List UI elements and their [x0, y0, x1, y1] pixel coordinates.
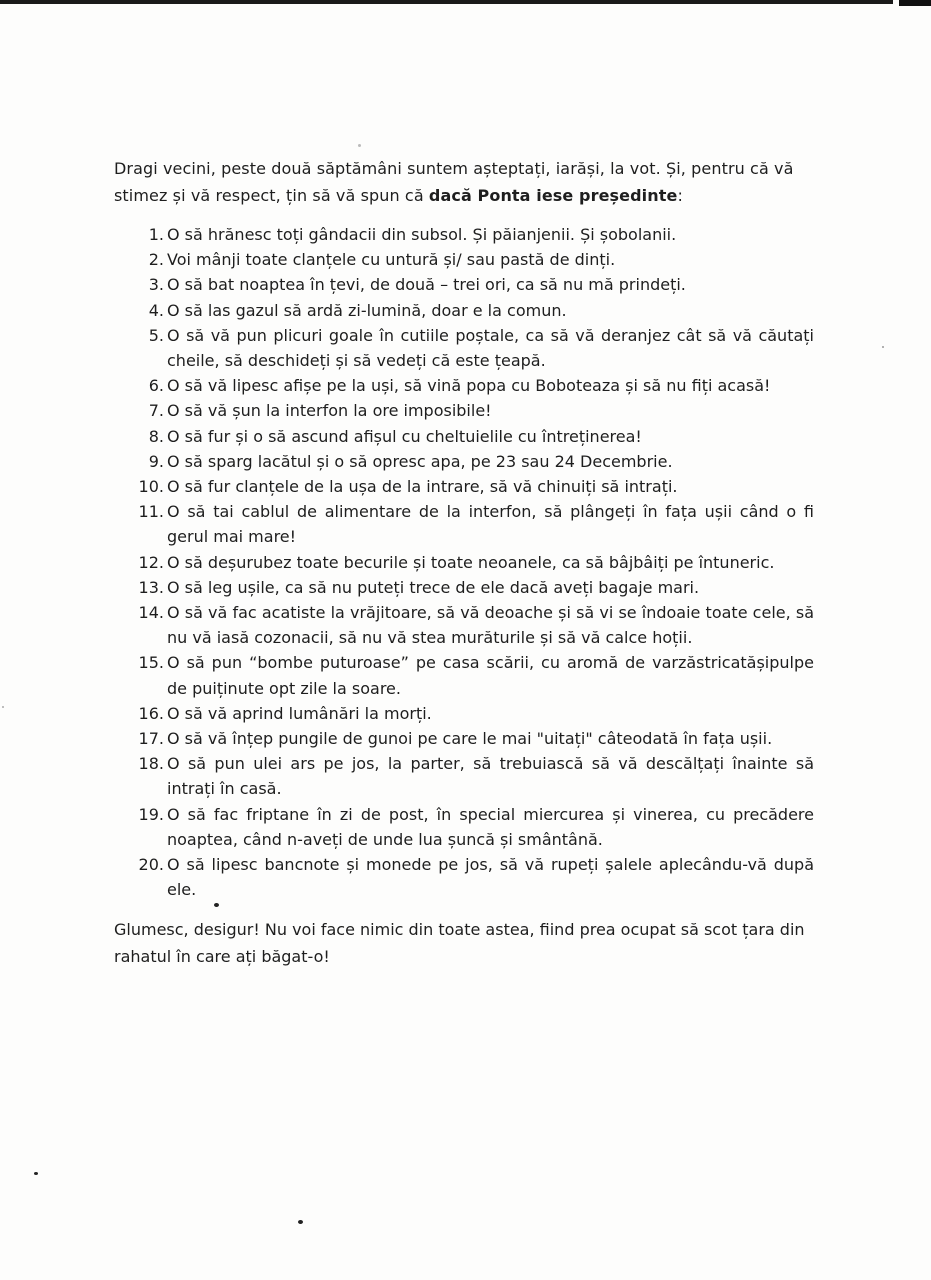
- list-item-text: O să pun ulei ars pe jos, la parter, să trebuiască să vă descălțați înainte să intrați în casă.: [167, 754, 814, 799]
- list-item: [114, 323, 814, 373]
- intro-bold-text: dacă Ponta iese președinte: [428, 186, 678, 205]
- list-item-number: 19.: [138, 804, 164, 824]
- list-item: [114, 575, 814, 600]
- list-item: [114, 449, 814, 474]
- list-item-text: O să vă aprind lumânări la morți.: [167, 703, 432, 723]
- list-item: [114, 650, 814, 700]
- list-item-number: 10.: [138, 477, 164, 497]
- list-item-number: 1.: [148, 225, 164, 244]
- scan-speck: [298, 1220, 303, 1224]
- list-item-text: O să tai cablul de alimentare de la interfon, să plângeți în fața ușii când o fi gerul mai mare!: [167, 502, 814, 547]
- list-item-text: O să vă înțep pungile de gunoi pe care le mai "uitați" câteodată în fața ușii.: [167, 729, 773, 749]
- list-item: [114, 298, 814, 323]
- intro-paragraph: [114, 155, 814, 209]
- intro-colon: :: [677, 186, 683, 205]
- list-item-number: 11.: [138, 502, 164, 522]
- list-item: [114, 373, 814, 398]
- list-item-text: Voi mânji toate clanțele cu untură și/ sau pastă de dinți.: [167, 250, 616, 270]
- scan-corner-mark: [899, 0, 931, 6]
- list-item-number: 12.: [138, 552, 164, 572]
- list-item: [114, 499, 814, 549]
- list-item-number: 9.: [148, 451, 164, 471]
- list-item: [114, 424, 814, 449]
- list-item: [114, 550, 814, 575]
- list-item-number: 3.: [148, 275, 164, 295]
- list-item-text: O să bat noaptea în țevi, de două – trei ori, ca să nu mă prindeți.: [167, 275, 686, 295]
- list-item-number: 20.: [138, 855, 164, 875]
- list-item: [114, 272, 814, 297]
- list-item-text: O să vă pun plicuri goale în cutiile poștale, ca să vă deranjez cât să vă căutați cheile, să deschideți și să vedeți că este țeapă.: [167, 325, 814, 371]
- list-item-number: 16.: [138, 703, 164, 723]
- list-item-number: 5.: [148, 325, 164, 345]
- list-item: [114, 751, 814, 801]
- list-item-text: O să las gazul să ardă zi-lumină, doar e la comun.: [167, 300, 567, 320]
- scan-speck: [358, 144, 361, 147]
- list-item-text: O să vă șun la interfon la ore imposibile!: [167, 401, 492, 421]
- list-item-number: 8.: [148, 426, 164, 446]
- list-item-number: 6.: [148, 376, 164, 396]
- scan-speck: [882, 346, 884, 348]
- scan-speck: [214, 903, 219, 907]
- list-item: [114, 222, 814, 247]
- list-item-number: 7.: [148, 401, 164, 421]
- list-item: [114, 726, 814, 751]
- list-item-text: O să fac friptane în zi de post, în special miercurea și vinerea, cu precădere noaptea, când n-aveți de unde lua șuncă și smântână.: [167, 804, 814, 849]
- scan-top-border: [0, 0, 893, 4]
- list-item-text: O să fur și o să ascund afișul cu cheltuielile cu întreținerea!: [167, 426, 642, 446]
- list-item-number: 15.: [138, 653, 164, 673]
- list-item-text: O să lipesc bancnote și monede pe jos, să vă rupeți șalele aplecându-vă după ele.: [167, 855, 814, 900]
- list-item: [114, 247, 814, 272]
- list-item-text: O să vă fac acatiste la vrăjitoare, să vă deoache și să vi se îndoaie toate cele, să nu vă iasă cozonacii, să nu vă stea murăturile și să vă calce hoții.: [167, 603, 814, 648]
- list-item-text: O să pun “bombe puturoase” pe casa scării, cu aromă de varzăstricatășipulpe de puiținute opt zile la soare.: [167, 653, 814, 698]
- list-item-text: O să deșurubez toate becurile și toate neoanele, ca să bâjbâiți pe întuneric.: [167, 552, 775, 572]
- list-item: [114, 701, 814, 726]
- closing-paragraph: Glumesc, desigur! Nu voi face nimic din toate astea, fiind prea ocupat să scot țara din rahatul în care ați băgat-o!: [114, 920, 805, 966]
- list-item: [114, 474, 814, 499]
- list-item-text: O să fur clanțele de la ușa de la intrare, să vă chinuiți să intrați.: [167, 477, 678, 497]
- intro-text: Dragi vecini, peste două săptămâni suntem așteptați, iarăși, la vot. Și, pentru că vă stimez și vă respect, țin să vă spun că: [114, 159, 794, 205]
- list-item-number: 14.: [138, 603, 164, 623]
- list-item: [114, 802, 814, 852]
- list-item: [114, 600, 814, 650]
- list-item-number: 2.: [148, 250, 164, 270]
- numbered-list: [114, 222, 814, 902]
- scan-speck: [2, 706, 4, 708]
- list-item-number: 13.: [138, 577, 164, 597]
- list-item-text: O să leg ușile, ca să nu puteți trece de ele dacă aveți bagaje mari.: [167, 577, 700, 597]
- list-item-number: 4.: [148, 300, 164, 320]
- scan-speck: [34, 1172, 38, 1175]
- list-item-text: O să vă lipesc afișe pe la uși, să vină popa cu Boboteaza și să nu fiți acasă!: [167, 376, 771, 396]
- list-item: [114, 852, 814, 902]
- list-item-text: O să sparg lacătul și o să opresc apa, pe 23 sau 24 Decembrie.: [167, 451, 673, 471]
- list-item-text: O să hrănesc toți gândacii din subsol. Și păianjenii. Și șobolanii.: [167, 225, 677, 244]
- list-item: [114, 398, 814, 423]
- list-item-number: 17.: [138, 729, 164, 749]
- list-item-number: 18.: [138, 754, 164, 774]
